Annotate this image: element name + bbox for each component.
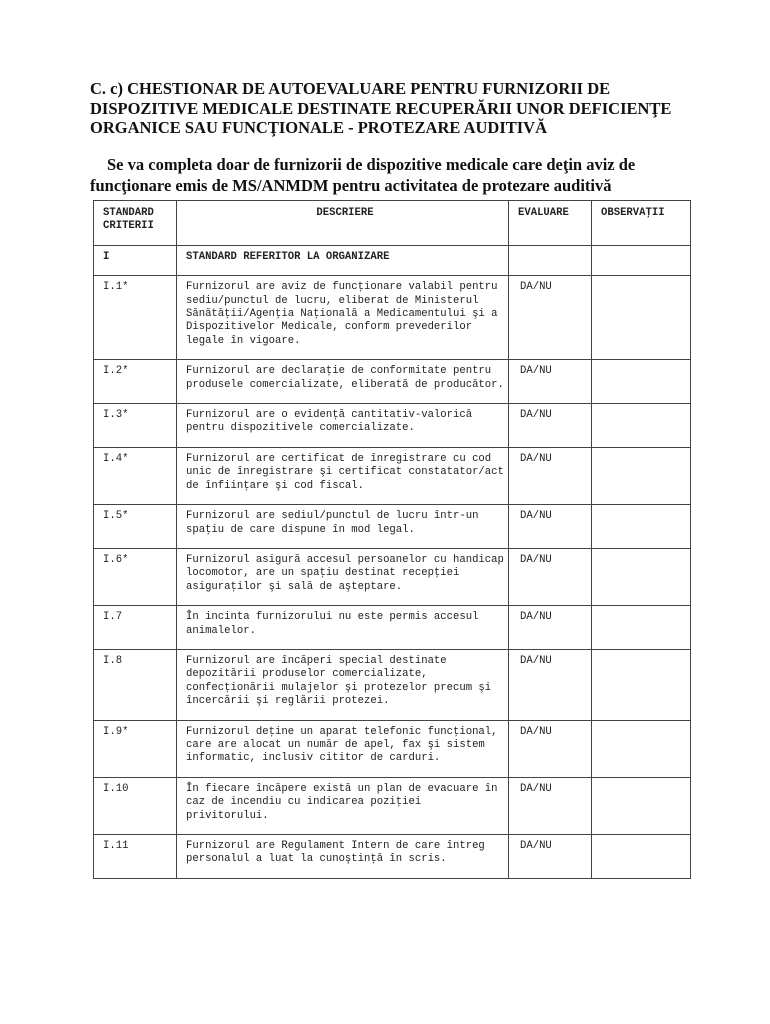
table-row bbox=[94, 777, 691, 834]
row-description: Furnizorul are Regulament Intern de care întreg personalul a luat la cunoştinţă în scris. bbox=[177, 835, 509, 879]
table-row bbox=[94, 276, 691, 360]
row-observations[interactable] bbox=[592, 360, 691, 404]
row-code: I.4* bbox=[94, 447, 177, 504]
row-code: I.9* bbox=[94, 720, 177, 777]
table-row bbox=[94, 720, 691, 777]
row-observations[interactable] bbox=[592, 777, 691, 834]
header-evaluare: EVALUARE bbox=[509, 201, 592, 246]
table-row bbox=[94, 606, 691, 650]
row-code: I.8 bbox=[94, 649, 177, 720]
section-row bbox=[94, 245, 691, 275]
row-observations[interactable] bbox=[592, 276, 691, 360]
row-description: Furnizorul are declaraţie de conformitate pentru produsele comercializate, eliberată de producător. bbox=[177, 360, 509, 404]
row-code: I.3* bbox=[94, 404, 177, 448]
row-evaluation[interactable]: DA/NU bbox=[509, 720, 592, 777]
row-code: I.11 bbox=[94, 835, 177, 879]
row-description: Furnizorul are aviz de funcţionare valabil pentru sediu/punctul de lucru, eliberat de Ministerul Sănătăţii/Agenţia Naţională a Medicamentului şi a Dispozitivelor Medicale, conform prevederilor legale în vigoare. bbox=[177, 276, 509, 360]
questionnaire-table bbox=[93, 200, 691, 879]
row-code: I.6* bbox=[94, 548, 177, 605]
row-description: Furnizorul asigură accesul persoanelor cu handicap locomotor, are un spaţiu destinat recepţiei asiguraţilor şi sală de aşteptare. bbox=[177, 548, 509, 605]
title-line: ORGANICE SAU FUNCŢIONALE - PROTEZARE AUDITIVĂ bbox=[90, 118, 548, 137]
row-observations[interactable] bbox=[592, 720, 691, 777]
header-observatii: OBSERVAŢII bbox=[592, 201, 691, 246]
row-evaluation[interactable]: DA/NU bbox=[509, 505, 592, 549]
row-description: Furnizorul are încăperi special destinate depozitării produselor comercializate, confecţionării mulajelor şi protezelor precum şi încercării şi reglării protezei. bbox=[177, 649, 509, 720]
title-line: C. c) CHESTIONAR DE AUTOEVALUARE PENTRU FURNIZORII DE bbox=[90, 79, 611, 98]
row-description: Furnizorul are sediul/punctul de lucru într-un spaţiu de care dispune în mod legal. bbox=[177, 505, 509, 549]
title-line: DISPOZITIVE MEDICALE DESTINATE RECUPERĂRII UNOR DEFICIENŢE bbox=[90, 98, 672, 118]
table-row bbox=[94, 505, 691, 549]
row-evaluation[interactable]: DA/NU bbox=[509, 649, 592, 720]
row-observations[interactable] bbox=[592, 447, 691, 504]
row-description: Furnizorul are certificat de înregistrare cu cod unic de înregistrare şi certificat constatator/act de înfiinţare şi cod fiscal. bbox=[177, 447, 509, 504]
row-code: I.2* bbox=[94, 360, 177, 404]
row-evaluation[interactable]: DA/NU bbox=[509, 404, 592, 448]
table-row bbox=[94, 835, 691, 879]
section-eval-cell bbox=[509, 245, 592, 275]
document-title bbox=[90, 79, 730, 138]
table-header-row bbox=[94, 201, 691, 246]
row-code: I.7 bbox=[94, 606, 177, 650]
intro-line: funcţionare emis de MS/ANMDM pentru activitatea de protezare auditivă bbox=[90, 176, 612, 195]
row-code: I.1* bbox=[94, 276, 177, 360]
table-row bbox=[94, 404, 691, 448]
row-observations[interactable] bbox=[592, 548, 691, 605]
row-evaluation[interactable]: DA/NU bbox=[509, 606, 592, 650]
row-observations[interactable] bbox=[592, 505, 691, 549]
table-row bbox=[94, 447, 691, 504]
table-row bbox=[94, 548, 691, 605]
row-evaluation[interactable]: DA/NU bbox=[509, 835, 592, 879]
header-descriere: DESCRIERE bbox=[177, 201, 509, 246]
row-evaluation[interactable]: DA/NU bbox=[509, 548, 592, 605]
section-label: STANDARD REFERITOR LA ORGANIZARE bbox=[177, 245, 509, 275]
table-row bbox=[94, 649, 691, 720]
row-description: Furnizorul are o evidenţă cantitativ-valorică pentru dispozitivele comercializate. bbox=[177, 404, 509, 448]
intro-paragraph bbox=[90, 154, 730, 196]
row-observations[interactable] bbox=[592, 649, 691, 720]
section-code: I bbox=[94, 245, 177, 275]
row-observations[interactable] bbox=[592, 606, 691, 650]
row-evaluation[interactable]: DA/NU bbox=[509, 447, 592, 504]
row-code: I.10 bbox=[94, 777, 177, 834]
row-evaluation[interactable]: DA/NU bbox=[509, 360, 592, 404]
table-row bbox=[94, 360, 691, 404]
row-evaluation[interactable]: DA/NU bbox=[509, 777, 592, 834]
row-description: În incinta furnizorului nu este permis accesul animalelor. bbox=[177, 606, 509, 650]
intro-line: Se va completa doar de furnizorii de dispozitive medicale care deţin aviz de bbox=[107, 155, 636, 174]
row-description: În fiecare încăpere există un plan de evacuare în caz de incendiu cu indicarea poziţiei privitorului. bbox=[177, 777, 509, 834]
row-description: Furnizorul deţine un aparat telefonic funcţional, care are alocat un număr de apel, fax şi sistem informatic, inclusiv cititor de carduri. bbox=[177, 720, 509, 777]
row-observations[interactable] bbox=[592, 835, 691, 879]
header-standard: STANDARD CRITERII bbox=[94, 201, 177, 246]
row-code: I.5* bbox=[94, 505, 177, 549]
section-obs-cell bbox=[592, 245, 691, 275]
row-evaluation[interactable]: DA/NU bbox=[509, 276, 592, 360]
row-observations[interactable] bbox=[592, 404, 691, 448]
